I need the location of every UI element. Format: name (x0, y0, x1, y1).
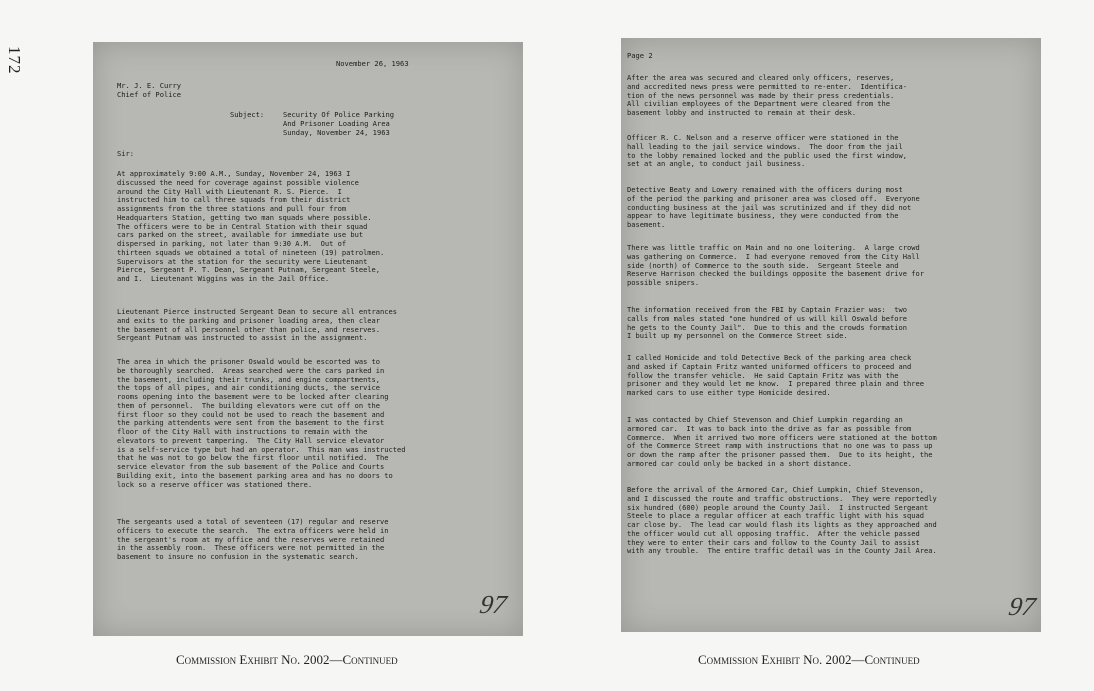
exhibit-caption-right: Commission Exhibit No. 2002—Continued (698, 652, 920, 667)
left-paragraph-3: The area in which the prisoner Oswald would be escorted was to be thoroughly searched. Areas searched were the cars parked in the basement, including their trunks, and engine compartments, the tops of all pipes, and air conditioning ducts, the service rooms opening into the basement were to be locked after clearing them of personnel. The building elevators were cut off on the first floor so they could not be used to reach the basement and the parking attendents were sent from the basement to the first floor of the City Hall with instructions to remain with the elevators to prevent tampering. The City Hall service elevator is a self-service type but had an operator. This man was instructed that he was not to go below the first floor until notified. The service elevator from the sub basement of the Police and Courts Building exit, into the basement parking area and has no doors to lock so a reserve officer was stationed there. (117, 357, 406, 489)
letter-page-1 (93, 42, 523, 636)
letter-date: November 26, 1963 (336, 59, 409, 68)
addressee-name: Mr. J. E. Curry (117, 81, 182, 90)
exhibit-caption-left: Commission Exhibit No. 2002—Continued (176, 652, 398, 667)
page-label: Page 2 (627, 51, 653, 60)
right-paragraph-6: I called Homicide and told Detective Beck of the parking area check and asked if Captain Fritz wanted uniformed officers to proceed and follow the transfer vehicle. He said Captain Fritz was with the prisoner and they would let me know. I prepared three plain and three marked cars to use either type Homicide desired. (627, 353, 924, 397)
handwritten-number: 97 (477, 590, 509, 619)
left-paragraph-2: Lieutenant Pierce instructed Sergeant Dean to secure all entrances and exits to the parking and prisoner loading area, then clear the basement of all personnel other than police, and reserves. Sergeant Putnam was instructed to assist in the assignment. (117, 307, 398, 343)
letter-page-2 (621, 38, 1041, 632)
subject-line-3: Sunday, November 24, 1963 (283, 128, 390, 137)
left-paragraph-1: At approximately 9:00 A.M., Sunday, November 24, 1963 I discussed the need for coverage against possible violence around the City Hall with Lieutenant R. S. Pierce. I instructed him to call three squads from their district assignments from the three stations and pull four from Headquarters Station, getting two man squads where possible. The officers were to be in Central Station with their squad cars parked on the street, available for immediate use but dispersed in parking, not later than 9:30 A.M. Out of thirteen squads we obtained a total of nineteen (19) patrolmen. Supervisors at the station for the security were Lieutenant Pierce, Sergeant P. T. Dean, Sergeant Putnam, Sergeant Steele, and I. Lieutenant Wiggins was in the Jail Office. (117, 169, 385, 283)
subject-line-2: And Prisoner Loading Area (283, 119, 390, 128)
handwritten-number: 97 (1006, 592, 1038, 621)
right-paragraph-2: Officer R. C. Nelson and a reserve officer were stationed in the hall leading to the jail service windows. The door from the jail to the lobby remained locked and the public used the first window, set at an angle, to conduct jail business. (627, 133, 908, 169)
subject-line-1: Security Of Police Parking (283, 110, 395, 119)
page-number: 172 (5, 46, 24, 75)
right-paragraph-5: The information received from the FBI by Captain Frazier was: two calls from males stated "one hundred of us will kill Oswald before he gets to the County Jail". Due to this and the crowds formation I built up my personnel on the Commerce Street side. (627, 305, 908, 341)
addressee-title: Chief of Police (117, 90, 182, 99)
right-paragraph-4: There was little traffic on Main and no one loitering. A large crowd was gathering on Commerce. I had everyone removed from the City Hall side (north) of Commerce to the south side. Sergeant Steele and Reserve Harrison checked the buildings opposite the basement drive for possible snipers. (627, 243, 924, 287)
right-paragraph-1: After the area was secured and cleared only officers, reserves, and accredited news press were permitted to re-enter. Identifica- tion of the news personnel was made by their press credentials. All civilian employees of the Department were cleared from the basement lobby and instructed to remain at their desk. (627, 73, 908, 117)
right-paragraph-7: I was contacted by Chief Stevenson and Chief Lumpkin regarding an armored car. It was to back into the drive as far as possible from Commerce. When it arrived two more officers were stationed at the bottom of the Commerce Street ramp with instructions that no one was to pass up or down the ramp after the prisoner passed them. Due to its height, the armored car could only be backed in a short distance. (627, 415, 937, 468)
right-paragraph-8: Before the arrival of the Armored Car, Chief Lumpkin, Chief Stevenson, and I discussed the route and traffic obstructions. They were reportedly six hundred (600) people around the County Jail. I instructed Sergeant Steele to place a regular officer at each traffic light with his squad car close by. The lead car would flash its lights as they approached and the officer would cut all opposing traffic. After the vehicle passed they were to enter their cars and follow to the County Jail to assist with any trouble. The entire traffic detail was in the County Jail Area. (627, 485, 937, 556)
subject-label: Subject: (230, 110, 265, 119)
salutation: Sir: (117, 149, 135, 158)
right-paragraph-3: Detective Beaty and Lowery remained with the officers during most of the period the parking and prisoner area was closed off. Everyone conducting business at the jail was scrutinized and if they did not appear to have legitimate business, they were conducted from the basement. (627, 185, 920, 229)
left-paragraph-4: The sergeants used a total of seventeen (17) regular and reserve officers to execute the search. The extra officers were held in the sergeant's room at my office and the reserves were retained in the assembly room. These officers were not permitted in the basement to insure no confusion in the systematic search. (117, 517, 389, 561)
